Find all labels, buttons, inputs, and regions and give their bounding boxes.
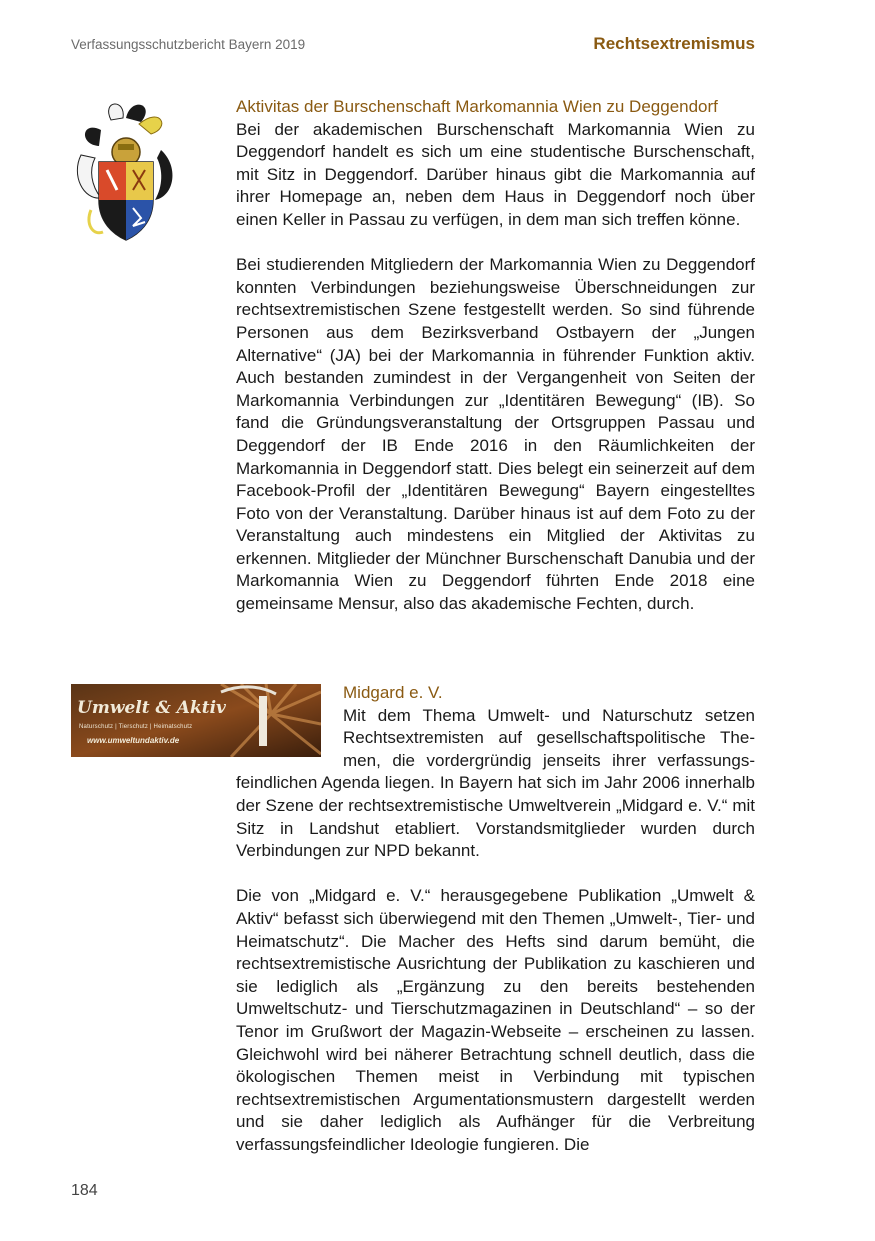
image-wrap-spacer: [236, 682, 343, 772]
paragraph: Die von „Midgard e. V.“ herausgegebene Publikation „Umwelt & Aktiv“ befasst sich überwiegend mit den Themen „Umwelt-, Tier- und Heimatschutz“. Die Macher des Hefts sind darum bemüht, die rechtsextremistische Ausrichtung der Publikation zu kaschieren und sie lediglich als „Ergänzung zu den bereits bestehenden Umweltschutz- und Tierschutzmagazinen in Deutschland“ – so der Tenor im Grußwort der Magazin-Webseite – erscheinen zu lassen. Gleichwohl wird bei näherer Betrachtung schnell deutlich, dass die ökologischen Themen meist in Verbindung mit typischen rechtsextremistischen Argumentationsmustern dargestellt werden und sie daher lediglich als Aufhänger für die Verbreitung verfassungsfeindlicher Ideologie fungieren. Die: [236, 886, 755, 1154]
section-header: Rechtsextremismus: [593, 34, 755, 53]
banner-url: www.umweltundaktiv.de: [87, 736, 180, 745]
paragraph: Bei studierenden Mitgliedern der Markomannia Wien zu Deggendorf konnten Verbindungen beziehungsweise Überschneidungen zur rechtsextremistischen Szene festgestellt werden. So sind führende Personen aus dem Bezirksverband Ostbayern der „Jungen Alternative“ (JA) bei der Markomannia in führender Funktion aktiv. Auch bestanden zumindest in der Vergangenheit von Seiten der Markomannia Verbindungen zur „Identitären Bewegung“ (IB). So fand die Gründungsveranstaltung der Ortsgruppen Passau und Deggendorf der IB Ende 2016 in den Räumlichkeiten der Markomannia in Deggendorf statt. Dies belegt ein seinerzeit auf dem Facebook-Profil der „Identitären Bewegung“ Bayern eingestelltes Foto von der Veranstaltung. Darüber hinaus ist auf dem Foto zu der Veranstaltung auch mindestens ein Mitglied der Aktivitas zu erkennen. Mitglieder der Münchner Burschenschaft Danubia und der Markomannia Wien zu Deggendorf führten Ende 2018 eine gemeinsame Mensur, also das akademische Fechten, durch.: [236, 255, 755, 614]
section-heading-aktivitas: Aktivitas der Burschenschaft Markomannia Wien zu Deggendorf: [236, 97, 718, 116]
page-number: 184: [71, 1182, 98, 1199]
banner-subtitle: Naturschutz | Tierschutz | Heimatschutz: [79, 724, 193, 730]
paragraph: Mit dem Thema Umwelt- und Naturschutz setzen Rechtsextremisten auf gesellschaftspolitische Themen, die vordergründig jenseits ihrer verfassungsfeindlichen Agenda liegen. In Bayern hat sich im Jahr 2006 innerhalb der Szene der rechtsextremistische Umweltverein „Midgard e. V.“ mit Sitz in Landshut etabliert. Vorstandsmitglieder wurden durch Verbindungen zur NPD bekannt.: [236, 705, 755, 861]
paragraph: Bei der akademischen Burschenschaft Markomannia Wien zu Deggendorf handelt es sich um eine studentische Burschenschaft, mit Sitz in Deggendorf. Darüber hinaus gibt die Markomannia auf ihrer Homepage an, neben dem Haus in Deggendorf noch über einen Keller in Passau zu verfügen, in dem man sich treffen könne.: [236, 119, 755, 229]
section-aktivitas: [236, 96, 755, 616]
section-midgard: [236, 682, 755, 1156]
section-heading-midgard: Midgard e. V.: [343, 683, 443, 702]
coat-of-arms-image: [71, 100, 181, 248]
banner-title: Umwelt & Aktiv: [77, 698, 226, 718]
running-header-title: Verfassungsschutzbericht Bayern 2019: [71, 37, 306, 52]
